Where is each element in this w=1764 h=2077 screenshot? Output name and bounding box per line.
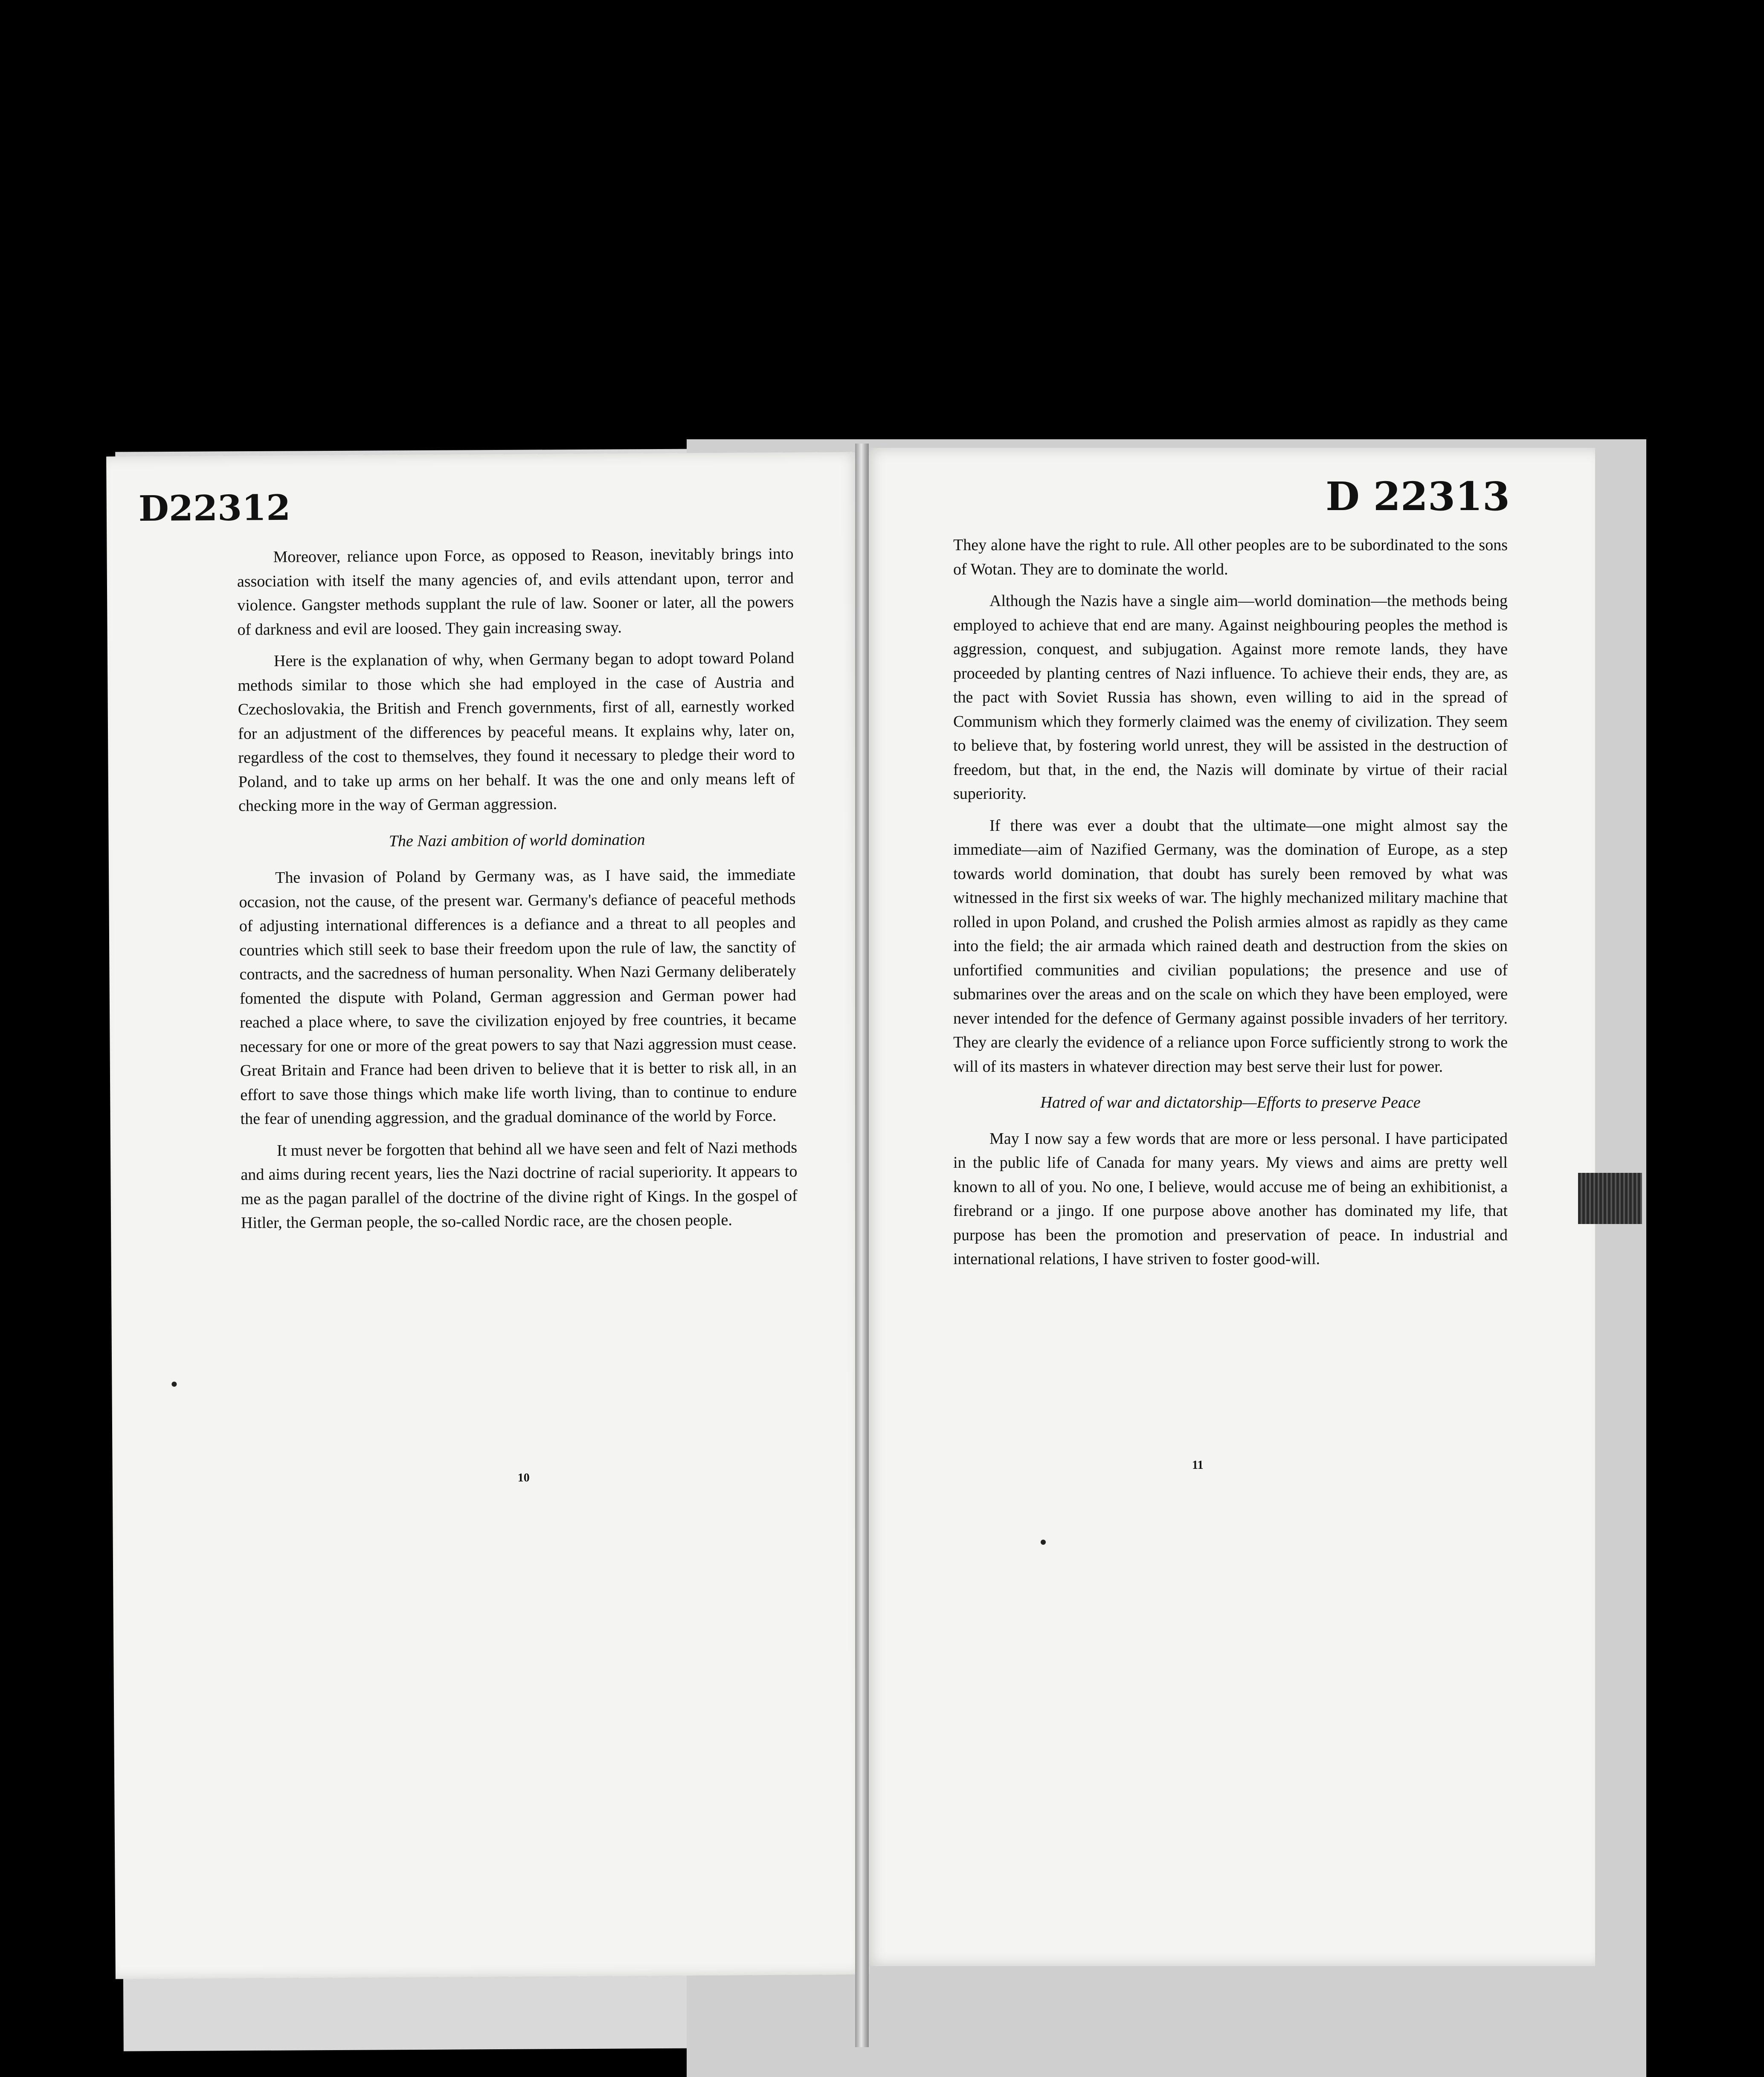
section-heading: The Nazi ambition of world domination — [389, 830, 645, 850]
book-gutter — [855, 444, 869, 2047]
paragraph: Here is the explanation of why, when Germany began to adopt toward Poland methods similar to those which she had employed in the case of Austria and Czechoslovakia, the British and French governments, first of all, earnestly worked for an adjustment of the differences by peaceful means. It explains why, later on, regardless of the cost to themselves, they found it necessary to pledge their word to Poland, and to take up arms on her behalf. It was the one and only means left of checking more in the way of German aggression. — [238, 649, 795, 815]
left-page — [106, 452, 870, 1979]
page-number: 10 — [517, 1471, 530, 1485]
document-stamp-left: D22312 — [138, 487, 291, 529]
paragraph: The invasion of Poland by Germany was, as I have said, the immediate occasion, not the cause, of the present war. Germany's defiance of peaceful methods of adjusting international differences is a defiance and a threat to all peoples and countries which still seek to base their freedom upon the rule of law, the sanctity of contracts, and the sacredness of human personality. When Nazi Germany deliberately fomented the dispute with Poland, German aggression and German power had reached a place where, to save the civilization enjoyed by free countries, it became necessary for one or more of the great powers to say that Nazi aggression must cease. Great Britain and France had been driven to believe that it is better to risk all, in an effort to save those things which make life worth living, than to continue to endure the fear of unending aggression, and the gradual dominance of the world by Force. — [239, 865, 797, 1128]
paragraph: It must never be forgotten that behind all we have seen and felt of Nazi methods and aims during recent years, lies the Nazi doctrine of racial superiority. It appears to me as the pagan parallel of the doctrine of the divine right of Kings. In the gospel of Hitler, the German people, the so-called Nordic race, are the chosen people. — [241, 1138, 798, 1232]
left-page-body — [237, 542, 798, 1243]
document-stamp-right: D 22313 — [1326, 473, 1510, 519]
book-spread — [107, 435, 1642, 2077]
right-page-body — [953, 533, 1508, 1279]
page-number: 11 — [1192, 1459, 1204, 1472]
paragraph: Although the Nazis have a single aim—world domination—the methods being employed to achieve that end are many. Against neighbouring peoples the method is aggression, conquest, and subjugation. Against more remote lands, they have proceeded by planting centres of Nazi influence. To achieve their ends, they are, as the pact with Soviet Russia has shown, even willing to aid in the spread of Communism which they formerly claimed was the enemy of civilization. They seem to believe that, by fostering world unrest, they will be assisted in the destruction of freedom, but that, in the end, the Nazis will dominate by virtue of their racial superiority. — [953, 592, 1508, 803]
paragraph: Moreover, reliance upon Force, as opposed to Reason, inevitably brings into association with itself the many agencies of, and evils attendant upon, terror and violence. Gangster methods supplant the rule of law. Sooner or later, all the powers of darkness and evil are loosed. They gain increasing sway. — [237, 545, 794, 639]
paragraph: If there was ever a doubt that the ultimate—one might almost say the immediate—aim of Nazified Germany, was the domination of Europe, as a step towards world domination, that doubt has surely been removed by what was witnessed in the first six weeks of war. The highly mechanized military machine that rolled in upon Poland, and crushed the Polish armies almost as rapidly as they came into the field; the air armada which rained death and destruction from the skies on unfortified communities and civilian populations; the presence and use of submarines over the areas and on the scale on which they have been employed, were never intended for the defence of Germany against possible invaders of her territory. They are clearly the evidence of a reliance upon Force sufficiently strong to work the will of its masters in whatever direction may best serve their lust for power. — [953, 816, 1508, 1076]
binding-tab — [1578, 1173, 1642, 1224]
section-heading: Hatred of war and dictatorship—Efforts to preserve Peace — [1040, 1094, 1421, 1111]
paragraph: They alone have the right to rule. All other peoples are to be subordinated to the sons of Wotan. They are to dominate the world. — [953, 536, 1508, 578]
speck — [171, 1381, 177, 1387]
paragraph: May I now say a few words that are more or less personal. I have participated in the public life of Canada for many years. My views and aims are pretty well known to all of you. No one, I believe, would accuse me of being an exhibitionist, a firebrand or a jingo. If one purpose above another has dominated my life, that purpose has been the promotion and preservation of peace. In industrial and international relations, I have striven to foster good-will. — [953, 1129, 1508, 1268]
right-page — [862, 448, 1595, 1966]
speck — [1041, 1540, 1046, 1545]
